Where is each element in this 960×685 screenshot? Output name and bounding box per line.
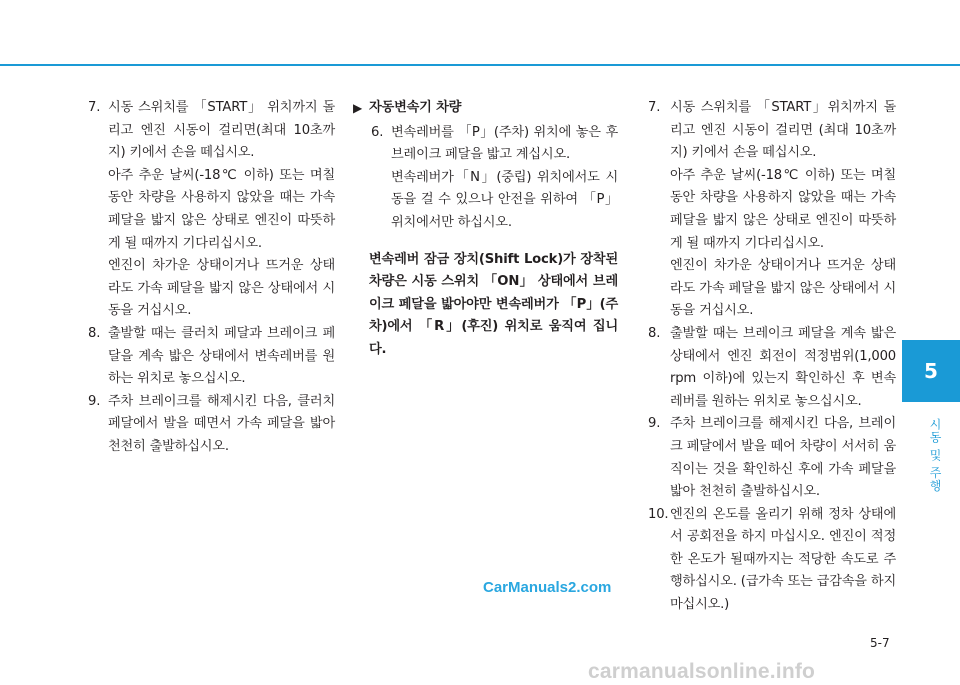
shift-lock-notice: 변속레버 잠금 장치(Shift Lock)가 장착된 차량은 시동 스위치 「ON」 상태에서 브레이크 페달을 밟아야만 변속레버가 「P」(주차)에서 「R」(후진) 위치로 움직여 집니다. (369, 251, 618, 357)
list-item (353, 122, 618, 235)
triangle-marker-icon: ▶ (353, 101, 363, 115)
middle-column (353, 97, 618, 375)
paragraph: 주차 브레이크를 해제시킨 다음, 클러치 페달에서 발을 떼면서 가속 페달을 밟아 천천히 출발하십시오. (108, 393, 335, 454)
paragraph: 변속레버를 「P」(주차) 위치에 놓은 후 브레이크 페달을 밟고 계십시오. (391, 124, 618, 163)
paragraph: 출발할 때는 클러치 페달과 브레이크 페달을 계속 밟은 상태에서 변속레버를 원하는 위치로 놓으십시오. (108, 325, 335, 387)
list-item (648, 97, 896, 323)
chapter-tab (902, 340, 960, 402)
right-column (648, 97, 896, 617)
paragraph: 아주 추운 날씨(-18℃ 이하) 또는 며칠 동안 차량을 사용하지 않았을 때는 가속 페달을 밟지 않은 상태로 엔진이 따뜻하게 될 때까지 기다리십시오. (670, 167, 896, 251)
item-number: 8. (88, 325, 101, 341)
left-column (88, 97, 335, 459)
paragraph: 엔진이 차가운 상태이거나 뜨거운 상태라도 가속 페달을 밟지 않은 상태에서 시동을 거십시오. (670, 258, 896, 319)
item-number: 7. (648, 100, 661, 115)
top-rule (0, 64, 960, 66)
item-number: 8. (648, 325, 661, 341)
list-item (648, 413, 896, 503)
item-number: 9. (648, 416, 661, 432)
paragraph: 아주 추운 날씨(-18℃ 이하) 또는 며칠 동안 차량을 사용하지 않았을 때는 가속 페달을 밟지 않은 상태로 엔진이 따뜻하게 될 때까지 기다리십시오. (108, 167, 335, 251)
item-number: 10. (648, 506, 669, 522)
item-number: 9. (88, 393, 101, 409)
chapter-number: 5 (924, 359, 938, 383)
section-heading (353, 97, 618, 120)
list-item (648, 504, 896, 617)
chapter-title: 시동 및 주행 (928, 418, 942, 493)
paragraph: 시동 스위치를 「START」위치까지 돌리고 엔진 시동이 걸리면 (최대 10초까지) 키에서 손을 떼십시오. (670, 100, 896, 161)
list-item (88, 97, 335, 323)
paragraph: 주차 브레이크를 해제시킨 다음, 브레이크 페달에서 발을 떼어 차량이 서서히 움직이는 것을 확인하신 후에 가속 페달을 밟아 천천히 출발하십시오. (670, 416, 896, 500)
paragraph: 변속레버가「N」(중립) 위치에서도 시동을 걸 수 있으나 안전을 위하여 「P」위치에서만 하십시오. (391, 169, 618, 230)
paragraph: 출발할 때는 브레이크 페달을 계속 밟은 상태에서 엔진 회전이 적정범위(1,000 rpm 이하)에 있는지 확인하신 후 변속레버를 원하는 위치로 놓으십시오. (670, 325, 896, 409)
paragraph: 시동 스위치를 「START」 위치까지 돌리고 엔진 시동이 걸리면(최대 10초까지) 키에서 손을 떼십시오. (108, 100, 335, 161)
paragraph: 엔진이 차가운 상태이거나 뜨거운 상태라도 가속 페달을 밟지 않은 상태에서 시동을 거십시오. (108, 258, 335, 319)
list-item (88, 391, 335, 459)
paragraph: 엔진의 온도를 올리기 위해 정차 상태에서 공회전을 하지 마십시오. 엔진이 적정한 온도가 될때까지는 적당한 속도로 주행하십시오. (급가속 또는 급감속을 하지 마십시오.) (670, 506, 896, 613)
item-number: 7. (88, 100, 101, 115)
list-item (88, 323, 335, 391)
watermark: CarManuals2.com (483, 579, 612, 596)
page-number: 5-7 (870, 636, 890, 650)
item-number: 6. (371, 124, 384, 140)
footer-watermark: carmanualsonline.info (588, 660, 816, 683)
list-item (648, 323, 896, 413)
section-heading-text: 자동변속기 차량 (369, 100, 462, 115)
